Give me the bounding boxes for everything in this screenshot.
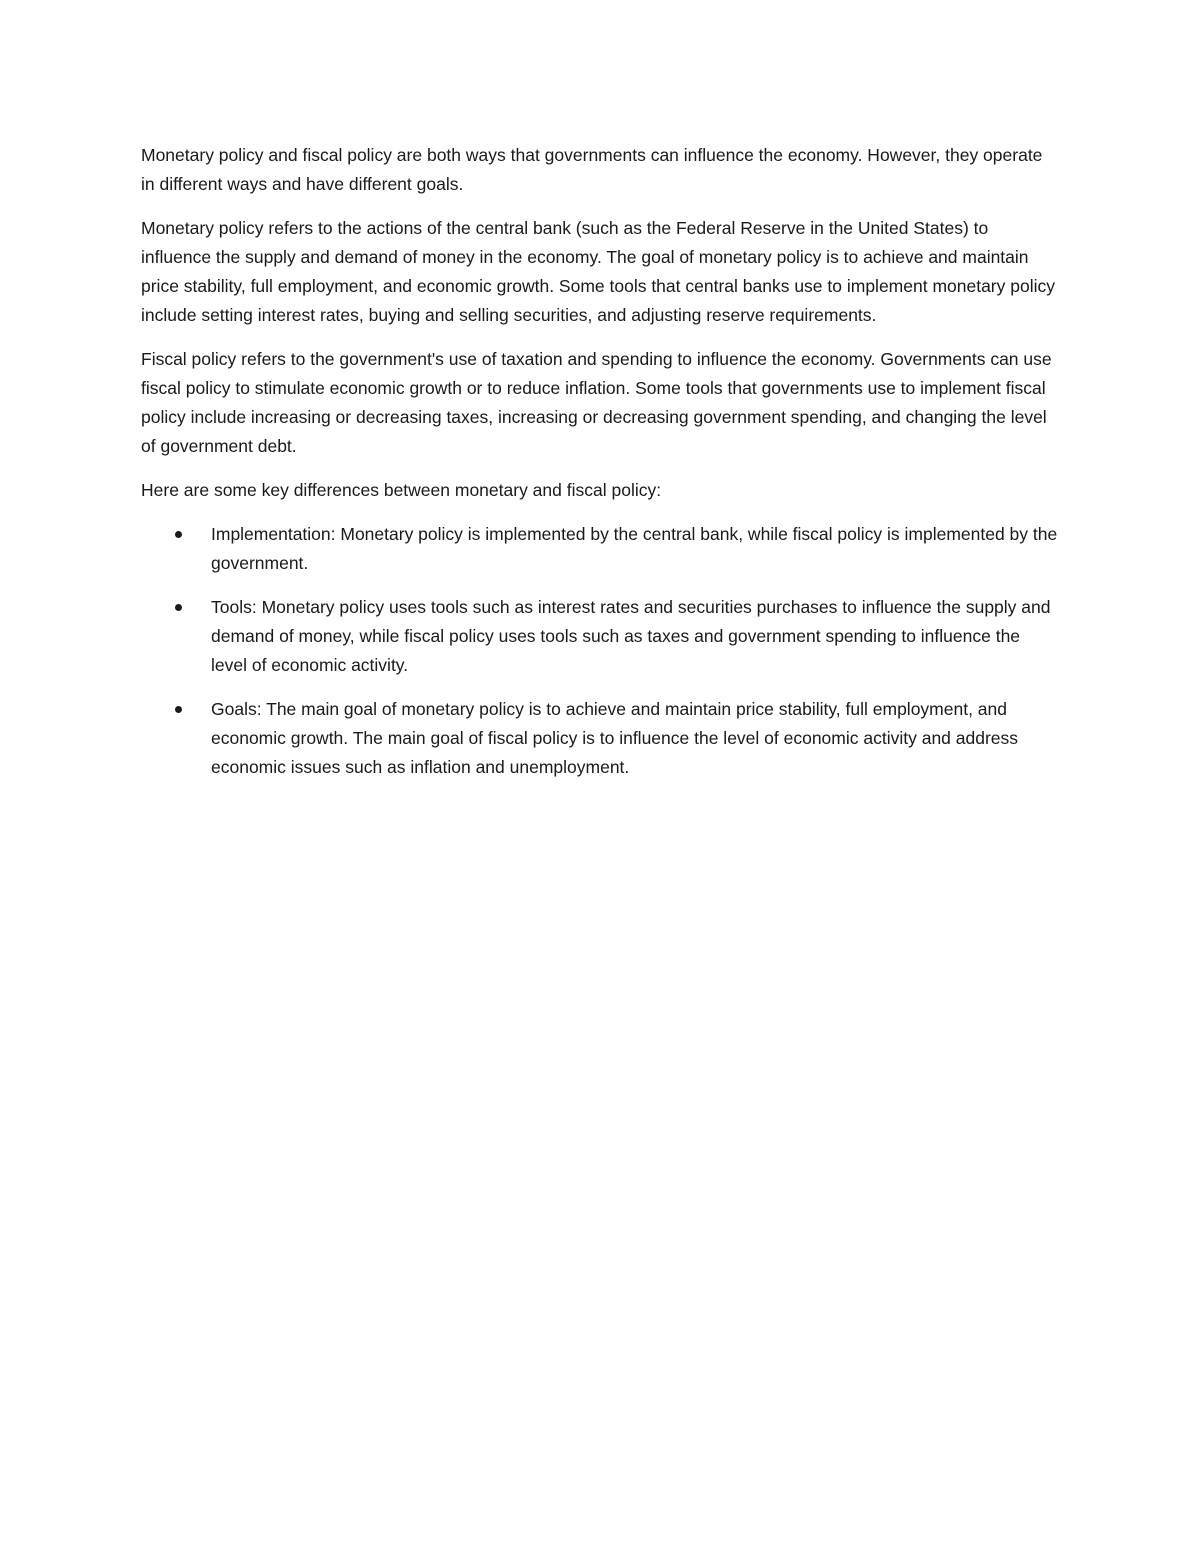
list-item-implementation <box>141 520 1059 578</box>
list-item-text: Goals: The main goal of monetary policy is to achieve and maintain price stability, full employment, and economic growth. The main goal of fiscal policy is to influence the level of economic activity and address economic issues such as inflation and unemployment. <box>211 699 1019 777</box>
bullet-icon <box>175 706 182 713</box>
paragraph-fiscal-policy: Fiscal policy refers to the government's use of taxation and spending to influence the economy. Governments can use fiscal policy to stimulate economic growth or to reduce inflation. Some tools that governments use to implement fiscal policy include increasing or decreasing taxes, increasing or decreasing government spending, and changing the level of government debt. <box>141 349 1052 456</box>
paragraph-monetary-policy: Monetary policy refers to the actions of the central bank (such as the Federal Reserve in the United States) to influence the supply and demand of money in the economy. The goal of monetary policy is to achieve and maintain price stability, full employment, and economic growth. Some tools that central banks use to implement monetary policy include setting interest rates, buying and selling securities, and adjusting reserve requirements. <box>141 218 1055 325</box>
list-item-goals <box>141 695 1059 782</box>
bullet-icon <box>175 604 182 611</box>
paragraph-intro: Monetary policy and fiscal policy are both ways that governments can influence the economy. However, they operate in different ways and have different goals. <box>141 145 1043 194</box>
document-body <box>141 141 1059 797</box>
paragraph-differences-intro: Here are some key differences between monetary and fiscal policy: <box>141 480 662 500</box>
bullet-icon <box>175 531 182 538</box>
list-item-tools <box>141 593 1059 680</box>
list-item-text: Implementation: Monetary policy is implemented by the central bank, while fiscal policy is implemented by the government. <box>211 524 1058 573</box>
differences-list <box>141 520 1059 782</box>
list-item-text: Tools: Monetary policy uses tools such as interest rates and securities purchases to influence the supply and demand of money, while fiscal policy uses tools such as taxes and government spending to influence the level of economic activity. <box>211 597 1051 675</box>
